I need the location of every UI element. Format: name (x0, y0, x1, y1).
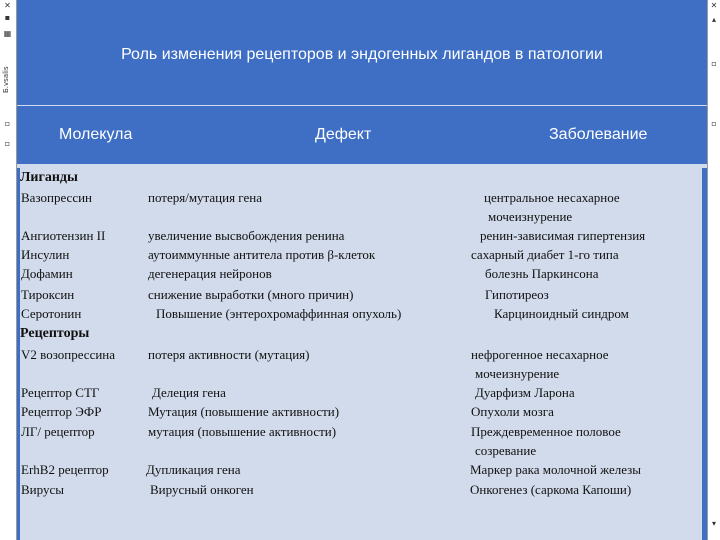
cell-disease: Карциноидный синдром (494, 306, 629, 321)
cell-disease: нефрогенное несахарное (471, 347, 609, 362)
cell-disease: Онкогенез (саркома Капоши) (470, 482, 632, 497)
vertical-tab-label[interactable]: Б.vsalis (2, 66, 10, 94)
cell-defect: дегенерация нейронов (148, 266, 272, 281)
cell-molecule: ЛГ/ рецептор (21, 424, 95, 439)
cell-molecule: Инсулин (21, 247, 70, 262)
cell-defect: снижение выработки (много причин) (148, 287, 354, 302)
cell-molecule: Рецептор ЭФР (21, 404, 102, 419)
close-icon[interactable]: ✕ (710, 1, 718, 10)
header-defect: Дефект (315, 126, 372, 143)
cell-molecule: Рецептор СТГ (21, 385, 100, 400)
section-heading-ligands: Лиганды (20, 170, 78, 185)
tool-icon[interactable]: ▫ (711, 59, 717, 68)
cell-disease: Маркер рака молочной железы (470, 462, 642, 477)
window-left-strip (0, 0, 17, 540)
slide-title: Роль изменения рецепторов и эндогенных лигандов в патологии (121, 46, 603, 63)
grid-icon[interactable]: ▦ (3, 29, 12, 38)
header-disease: Заболевание (549, 126, 648, 143)
cell-defect: увеличение высвобождения ренина (148, 228, 345, 243)
cell-defect: потеря/мутация гена (148, 190, 262, 205)
cell-molecule: Вирусы (21, 482, 64, 497)
cell-disease-cont: мочеизнурение (488, 209, 573, 224)
cell-defect: аутоиммунные антитела против β-клеток (148, 247, 376, 262)
cell-molecule: V2 возопрессина (21, 347, 116, 362)
cell-defect: Повышение (энтерохромаффинная опухоль) (156, 306, 402, 321)
scroll-up-icon[interactable]: ▴ (711, 15, 716, 24)
cell-defect: Дупликация гена (146, 462, 241, 477)
tool-icon[interactable]: ▫ (711, 119, 717, 128)
slide-left-edge (17, 168, 20, 540)
scroll-down-icon[interactable]: ▾ (711, 519, 716, 528)
cell-defect: мутация (повышение активности) (148, 424, 337, 439)
window-right-strip (707, 0, 720, 540)
cell-disease-cont: созревание (475, 443, 537, 458)
cell-disease: Дуарфизм Ларона (475, 385, 575, 400)
cell-molecule: Вазопрессин (21, 190, 93, 205)
cell-defect: Делеция гена (152, 385, 226, 400)
cell-defect: Вирусный онкоген (150, 482, 254, 497)
cell-disease: болезнь Паркинсона (485, 266, 599, 281)
cell-molecule: Серотонин (21, 306, 82, 321)
cell-disease: сахарный диабет 1-го типа (471, 247, 619, 262)
cell-disease: Преждевременное половое (471, 424, 621, 439)
cell-defect: Мутация (повышение активности) (148, 404, 340, 419)
tool-icon[interactable]: ▫ (4, 119, 11, 128)
cell-disease: Опухоли мозга (471, 404, 554, 419)
cell-molecule: Тироксин (21, 287, 75, 302)
cell-molecule: ErhB2 рецептор (21, 462, 109, 477)
slide (17, 0, 707, 540)
cell-defect: потеря активности (мутация) (148, 347, 310, 362)
slide-right-edge (702, 168, 707, 540)
tool-icon[interactable]: ▫ (4, 139, 11, 148)
header-molecule: Молекула (59, 126, 133, 143)
cell-molecule: Дофамин (21, 266, 73, 281)
close-icon[interactable]: ✕ (4, 1, 11, 10)
cell-disease: ренин-зависимая гипертензия (480, 228, 646, 243)
section-heading-receptors: Рецепторы (20, 326, 90, 341)
cell-molecule: Ангиотензин II (21, 228, 106, 243)
cell-disease: Гипотиреоз (485, 287, 549, 302)
cell-disease-cont: мочеизнурение (475, 366, 560, 381)
cell-disease: центральное несахарное (484, 190, 620, 205)
pin-icon[interactable]: ▪ (4, 13, 11, 22)
